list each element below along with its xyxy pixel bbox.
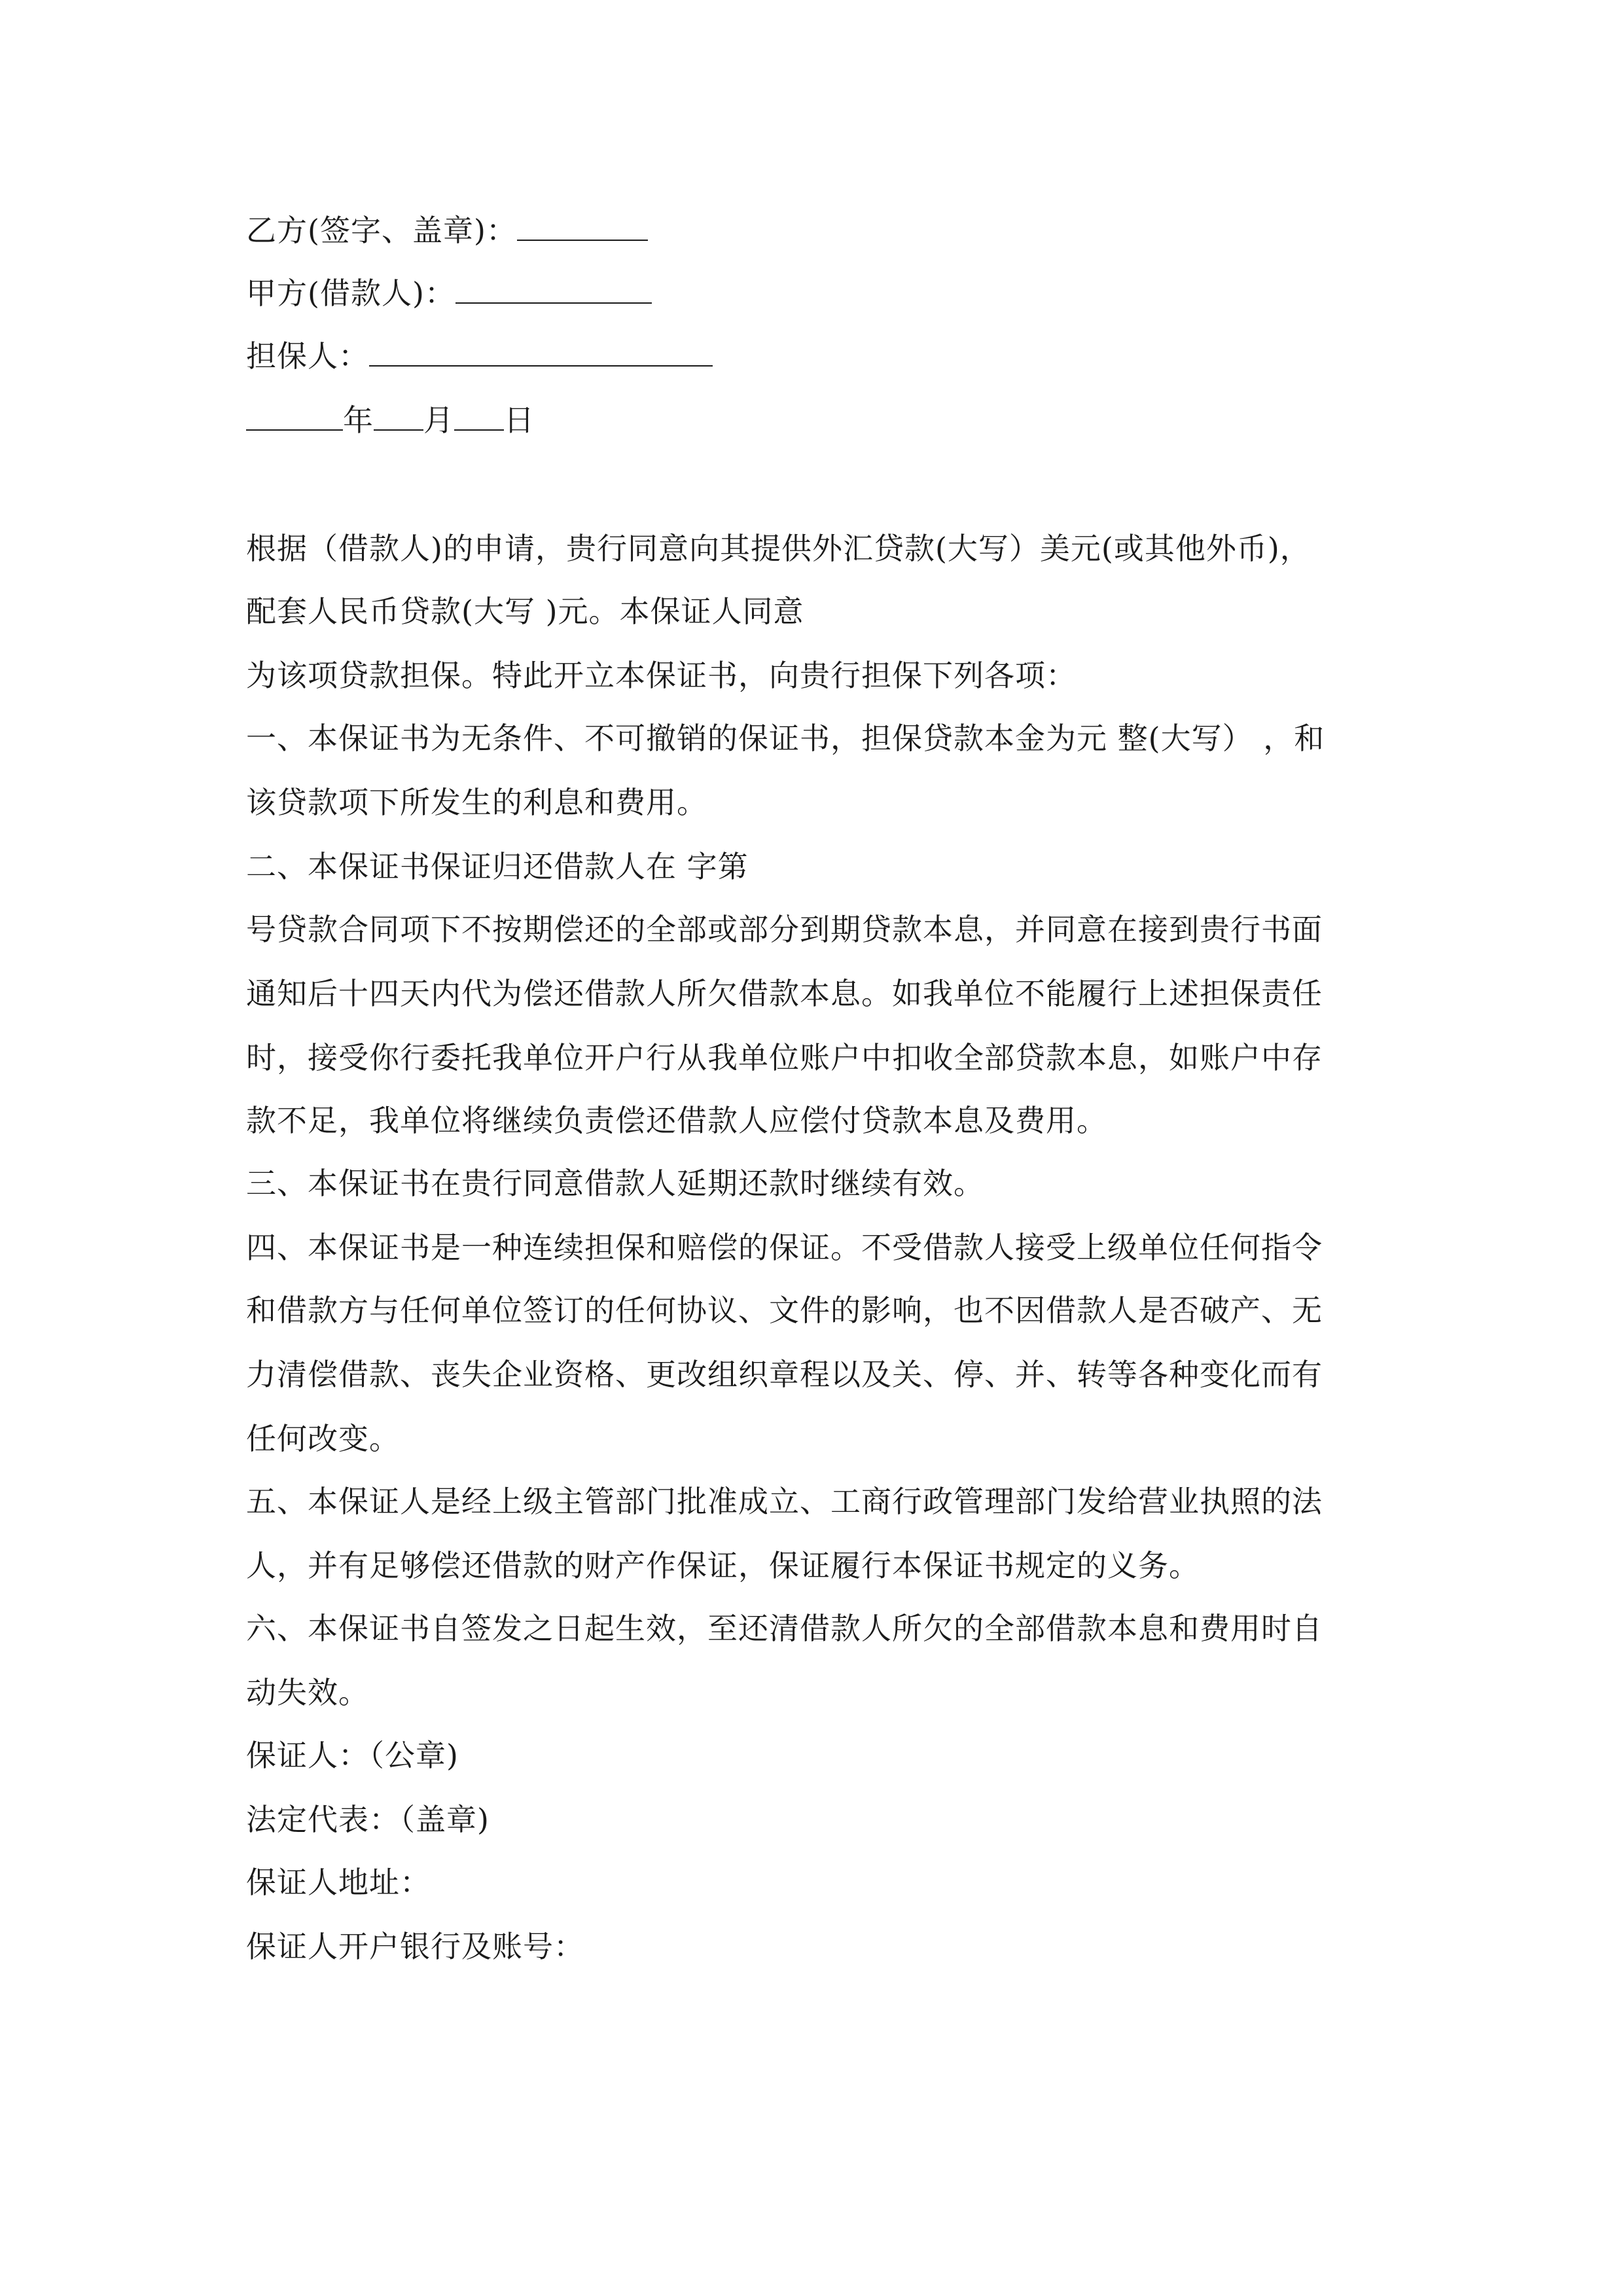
body-line: 为该项贷款担保。特此开立本保证书，向贵行担保下列各项： [246,658,1077,693]
body-line: 任何改变。 [246,1421,400,1456]
year-blank [246,401,343,431]
guarantor-address-line: 保证人地址： [246,1865,431,1900]
month-label: 月 [423,403,454,438]
day-label: 日 [504,403,535,438]
body-line: 六、本保证书自签发之日起生效，至还清借款人所欠的全部借款本息和费用时自 [246,1611,1323,1646]
party-b-signature-blank [517,211,648,241]
date-line [246,401,535,440]
month-blank [374,401,423,431]
body-line: 款不足，我单位将继续负责偿还借款人应偿付贷款本息及费用。 [246,1103,1107,1138]
year-label: 年 [343,403,374,438]
party-b-line [246,211,648,250]
body-line: 根据（借款人)的申请，贵行同意向其提供外汇贷款(大写）美元(或其他外币)， [246,531,1311,566]
body-line: 配套人民币贷款(大写 )元。本保证人同意 [246,594,804,629]
party-b-label: 乙方(签字、盖章)： [246,213,517,248]
party-a-line [246,274,652,313]
body-line: 力清偿借款、丧失企业资格、更改组织章程以及关、停、并、转等各种变化而有 [246,1357,1323,1392]
body-line: 号贷款合同项下不按期偿还的全部或部分到期贷款本息，并同意在接到贵行书面 [246,912,1323,947]
body-line: 一、本保证书为无条件、不可撤销的保证书，担保贷款本金为元 整(大写） ，和 [246,721,1325,756]
body-line: 和借款方与任何单位签订的任何协议、文件的影响，也不因借款人是否破产、无 [246,1293,1323,1328]
body-line: 时，接受你行委托我单位开户行从我单位账户中扣收全部贷款本息，如账户中存 [246,1040,1323,1075]
body-line: 动失效。 [246,1675,369,1710]
guarantor-line [246,336,713,376]
day-blank [454,401,504,431]
party-a-signature-blank [455,274,652,304]
body-line: 四、本保证书是一种连续担保和赔偿的保证。不受借款人接受上级单位任何指令 [246,1230,1323,1265]
guarantor-seal-line: 保证人：（公章) [246,1738,459,1773]
legal-representative-line: 法定代表：（盖章) [246,1802,490,1837]
body-line: 五、本保证人是经上级主管部门批准成立、工商行政管理部门发给营业执照的法 [246,1484,1323,1519]
guarantor-bank-account-line: 保证人开户银行及账号： [246,1929,584,1964]
body-line: 三、本保证书在贵行同意借款人延期还款时继续有效。 [246,1166,984,1201]
body-line: 该贷款项下所发生的利息和费用。 [246,785,707,820]
body-line: 人，并有足够偿还借款的财产作保证，保证履行本保证书规定的义务。 [246,1548,1200,1583]
body-line: 通知后十四天内代为偿还借款人所欠借款本息。如我单位不能履行上述担保责任 [246,976,1323,1011]
body-line: 二、本保证书保证归还借款人在 字第 [246,849,749,884]
guarantor-label: 担保人： [246,338,369,374]
party-a-label: 甲方(借款人)： [246,276,455,311]
guarantor-signature-blank [369,336,713,367]
